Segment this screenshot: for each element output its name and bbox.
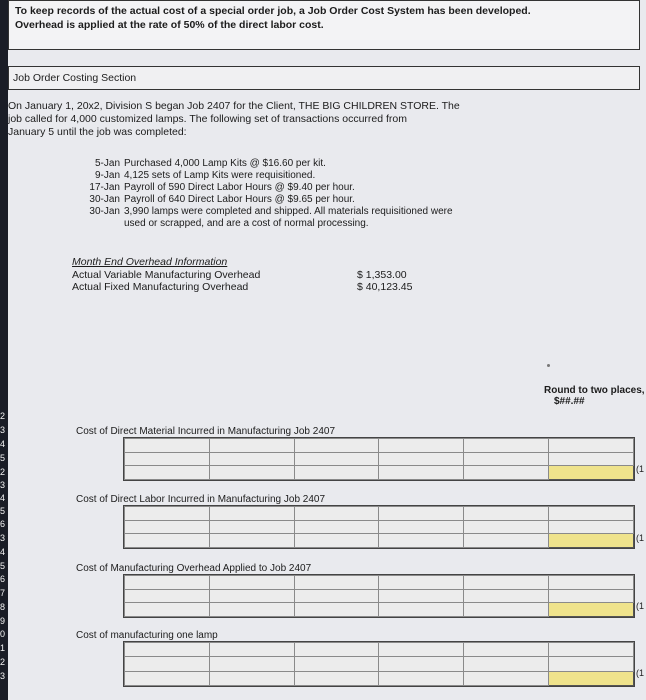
answer-cell[interactable] — [549, 603, 634, 617]
row-number: 0 — [0, 629, 6, 639]
transaction-row — [80, 170, 453, 182]
transaction-date: 30-Jan — [89, 194, 120, 205]
section-title-box — [8, 66, 640, 90]
side-marker: (1 — [636, 668, 645, 678]
row-number: 7 — [0, 588, 6, 598]
transaction-text: 4,125 sets of Lamp Kits were requisitioned. — [124, 170, 316, 181]
intro-line-3: January 5 until the job was completed: — [8, 126, 187, 138]
side-marker: (1 — [636, 533, 645, 543]
answer-cell[interactable] — [549, 466, 634, 480]
row-number: 5 — [0, 506, 6, 516]
row-number: 6 — [0, 574, 6, 584]
section-title: Job Order Costing Section — [13, 72, 137, 84]
rounding-format: $##.## — [554, 396, 585, 407]
question-label: Cost of Manufacturing Overhead Applied to Job 2407 — [76, 563, 312, 574]
row-number: 2 — [0, 467, 6, 477]
intro-line-1: On January 1, 20x2, Division S began Job 2407 for the Client, THE BIG CHILDREN STORE. The — [8, 100, 460, 112]
row-number: 6 — [0, 519, 6, 529]
transaction-date: 9-Jan — [94, 170, 120, 181]
overhead-info — [72, 256, 412, 294]
row-number: 2 — [0, 411, 6, 421]
answer-cell[interactable] — [549, 534, 634, 548]
row-number: 2 — [0, 657, 6, 667]
row-number: 4 — [0, 493, 6, 503]
answer-grid — [123, 505, 635, 549]
intro-line-2: job called for 4,000 customized lamps. The following set of transactions occurred from — [8, 113, 407, 125]
question-label: Cost of manufacturing one lamp — [76, 630, 218, 641]
instructions-line-2: Overhead is applied at the rate of 50% of the direct labor cost. — [15, 19, 324, 31]
transaction-continuation: used or scrapped, and are a cost of normal processing. — [124, 218, 369, 229]
transaction-text: Payroll of 640 Direct Labor Hours @ $9.65 per hour. — [124, 194, 355, 205]
side-marker: (1 — [636, 601, 645, 611]
transaction-date: 5-Jan — [94, 158, 120, 169]
row-number: 3 — [0, 425, 6, 435]
side-marker: (1 — [636, 464, 645, 474]
instructions-box — [8, 0, 640, 50]
intro-paragraph — [8, 100, 508, 139]
transaction-row — [80, 194, 453, 206]
transaction-text: Purchased 4,000 Lamp Kits @ $16.60 per kit. — [124, 158, 326, 169]
question-label: Cost of Direct Material Incurred in Manufacturing Job 2407 — [76, 426, 336, 437]
row-number: 4 — [0, 547, 6, 557]
overhead-row — [72, 281, 412, 294]
row-number: 5 — [0, 453, 6, 463]
transaction-row — [80, 206, 453, 218]
overhead-label: Actual Variable Manufacturing Overhead — [72, 268, 261, 281]
transaction-date: 17-Jan — [89, 182, 120, 193]
rounding-note — [544, 385, 645, 407]
overhead-heading: Month End Overhead Information — [72, 256, 228, 268]
row-number: 9 — [0, 616, 6, 626]
overhead-value: $ 40,123.45 — [357, 281, 413, 293]
overhead-label: Actual Fixed Manufacturing Overhead — [72, 281, 249, 293]
row-number: 3 — [0, 671, 6, 681]
answer-grid — [123, 641, 635, 687]
transaction-text: 3,990 lamps were completed and shipped. All materials requisitioned were — [124, 206, 453, 217]
answer-grid — [123, 574, 635, 618]
row-number: 8 — [0, 602, 6, 612]
answer-grid — [123, 437, 635, 481]
transaction-date: 30-Jan — [89, 206, 120, 217]
overhead-value: $ 1,353.00 — [357, 268, 407, 281]
row-number: 3 — [0, 533, 6, 543]
transaction-row — [80, 158, 453, 170]
answer-cell[interactable] — [549, 671, 634, 685]
row-number: 4 — [0, 439, 6, 449]
rounding-text: Round to two places, — [544, 385, 645, 396]
transaction-text: Payroll of 590 Direct Labor Hours @ $9.40 per hour. — [124, 182, 355, 193]
transactions-list — [80, 158, 453, 230]
row-number: 3 — [0, 480, 6, 490]
row-number: 5 — [0, 561, 6, 571]
row-number: 1 — [0, 643, 6, 653]
overhead-row — [72, 269, 412, 282]
cursor-dot — [547, 364, 550, 367]
transaction-row — [80, 182, 453, 194]
question-label: Cost of Direct Labor Incurred in Manufacturing Job 2407 — [76, 494, 326, 505]
instructions-line-1: To keep records of the actual cost of a special order job, a Job Order Cost System has been developed. — [15, 5, 531, 17]
row-number-strip — [0, 0, 8, 700]
